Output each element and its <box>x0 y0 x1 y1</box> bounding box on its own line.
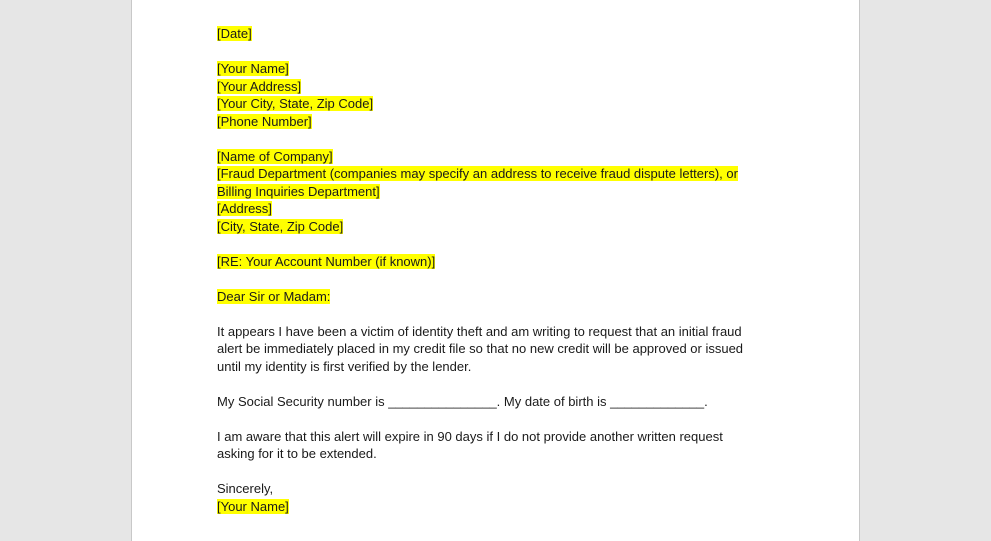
recipient-address-placeholder: [Address] <box>217 201 272 216</box>
closing-line: Sincerely, <box>217 481 274 496</box>
recipient-city-placeholder: [City, State, Zip Code] <box>217 218 344 234</box>
recipient-company-placeholder: [Name of Company] <box>217 148 333 164</box>
re-line <box>217 253 797 271</box>
blank-line <box>217 270 797 288</box>
sender-address-line <box>217 78 797 96</box>
recipient-department-placeholder-1: [Fraud Department (companies may specify an address to receive fraud dispute letters), or <box>217 166 738 181</box>
signature-placeholder: [Your Name] <box>217 498 289 514</box>
blank-line <box>217 463 797 481</box>
blank-line <box>217 130 797 148</box>
sender-phone-placeholder: [Phone Number] <box>217 113 312 129</box>
recipient-company-line <box>217 148 797 166</box>
sender-address-placeholder: [Your Address] <box>217 78 302 94</box>
sender-name-line <box>217 60 797 78</box>
signature-line <box>217 498 797 516</box>
sender-city-placeholder: [Your City, State, Zip Code] <box>217 96 374 111</box>
recipient-department-placeholder-2: Billing Inquiries Department] <box>217 183 380 199</box>
document-page[interactable] <box>131 0 860 541</box>
paragraph3-line-1: I am aware that this alert will expire in 90 days if I do not provide another written request <box>217 428 723 444</box>
blank-line <box>217 235 797 253</box>
date-placeholder: [Date] <box>217 26 252 41</box>
blank-line <box>217 410 797 428</box>
recipient-department-line-1 <box>217 165 797 183</box>
salutation: Dear Sir or Madam: <box>217 288 331 304</box>
recipient-city-line <box>217 218 797 236</box>
sender-phone-line <box>217 113 797 131</box>
sender-name-placeholder: [Your Name] <box>217 61 289 76</box>
blank-line <box>217 43 797 61</box>
blank-line <box>217 305 797 323</box>
salutation-line <box>217 288 797 306</box>
recipient-address-line <box>217 200 797 218</box>
paragraph1-line-2: alert be immediately placed in my credit file so that no new credit will be approved or issued <box>217 341 744 356</box>
date-line <box>217 25 797 43</box>
sender-city-line <box>217 95 797 113</box>
blank-line <box>217 375 797 393</box>
paragraph1-line-3: until my identity is first verified by the lender. <box>217 358 472 374</box>
recipient-department-line-2 <box>217 183 797 201</box>
paragraph3-line-2: asking for it to be extended. <box>217 446 377 461</box>
letter-body[interactable] <box>217 25 797 515</box>
paragraph2-line: My Social Security number is _______________. My date of birth is _____________. <box>217 393 708 409</box>
paragraph1-line-1: It appears I have been a victim of identity theft and am writing to request that an initial fraud <box>217 323 742 339</box>
re-placeholder: [RE: Your Account Number (if known)] <box>217 253 436 269</box>
